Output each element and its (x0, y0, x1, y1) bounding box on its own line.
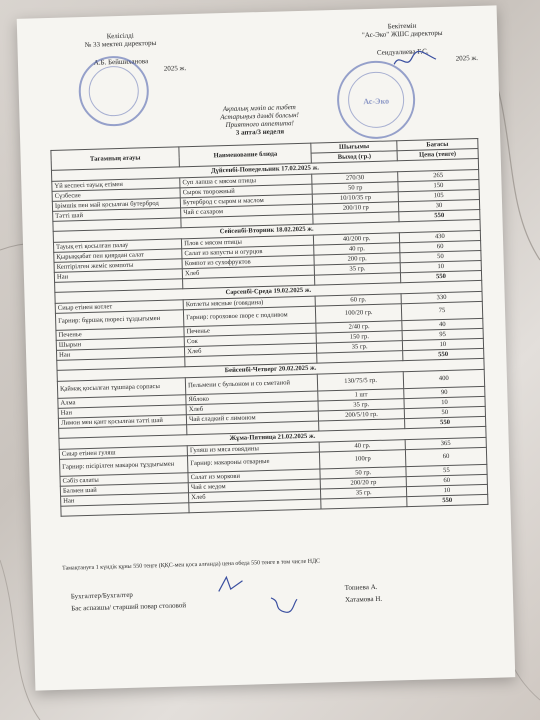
approval-right-line1: Бекітемін (387, 21, 417, 31)
dish-output: 40 гр. (320, 440, 406, 452)
dish-price: 30 (398, 199, 479, 211)
greeting-line1: Ақпалық мәзіп ас тәбет (222, 103, 296, 114)
col-header-price-ru: Цена (тенге) (397, 149, 478, 161)
dish-ru: Гарнир: макароны отварные (188, 452, 321, 473)
day-title: Сейсенбі-Вторник 18.02.2025 ж. (53, 219, 480, 242)
accountant-label: Бухгалтер/Бухгалтер (70, 590, 133, 601)
day-title: Дүйсенбі-Понедельник 17.02.2025 ж. (51, 158, 478, 181)
dish-kz: Нан (61, 493, 189, 507)
dish-output: 150 гр. (317, 331, 403, 343)
dish-kz: Алма (58, 395, 186, 409)
dish-ru: Пельмени с бульоном и со сметаной (185, 374, 318, 395)
dish-price: 50 (400, 250, 481, 262)
dish-ru: Компот из сухофруктов (182, 255, 315, 269)
dish-kz: Сәбіз салаты (60, 473, 188, 487)
approval-right-line3: Сеидуалиева Г.С. (376, 47, 429, 57)
dish-kz: Сүзбесие (52, 188, 180, 202)
dish-kz: Үй кеспесі тауық етімен (52, 178, 180, 192)
dish-output: 50 гр. (320, 467, 406, 479)
col-header-kz: Тағамның атауы (51, 147, 180, 171)
dish-output: 35 гр. (321, 487, 407, 499)
dish-output: 100/20 гр. (316, 304, 402, 323)
dish-ru: Гуляш из мяса говядины (187, 442, 320, 456)
dish-kz: Тауық еті қосылған палау (53, 239, 181, 253)
dish-output: 200/10 гр (313, 202, 399, 214)
dish-output: 200/5/10 гр. (319, 409, 405, 421)
dish-output: 35 гр. (315, 263, 401, 275)
dish-output: 130/75/5 гр. (318, 372, 404, 391)
dish-price: 330 (401, 291, 482, 303)
dish-price: 10 (400, 260, 481, 272)
chef-signature (263, 593, 304, 616)
greeting-line2: Астарыңыз дәмді болсын! (220, 111, 299, 122)
dish-kz: Ірімшік пен май қосылған бутерброд (52, 198, 180, 212)
dish-ru: Котлеты мясные (говядина) (183, 296, 316, 310)
day-title: Бейсенбі-Четверг 20.02.2025 ж. (57, 358, 484, 381)
dish-kz: Шырын (56, 337, 184, 351)
accountant-name: Топиева А. (344, 582, 378, 592)
dish-ru: Чай сладкий с лимоном (186, 411, 319, 425)
approval-left-line3: А.Б. Бейшиханова (93, 57, 149, 67)
dish-price: 40 (402, 318, 483, 330)
dish-price: 90 (404, 386, 485, 398)
dish-ru: Яблоко (186, 391, 319, 405)
approval-right-line4: 2025 ж. (455, 54, 479, 63)
dish-output: 1 шт (318, 389, 404, 401)
dish-ru: Салат из моркови (188, 469, 321, 483)
dish-kz: Балмен шай (60, 483, 188, 497)
empty-cell (61, 503, 189, 517)
dish-price: 60 (405, 447, 487, 466)
dish-output: 35 гр. (317, 341, 403, 353)
dish-kz: Сиыр етінен гуляш (59, 446, 187, 460)
menu-body (51, 158, 487, 516)
dish-ru: Плов с мясом птицы (182, 235, 315, 249)
dish-price: 105 (398, 189, 479, 201)
approval-left-line1: Келісілді (106, 31, 134, 41)
dish-kz: Нан (54, 269, 182, 283)
dish-ru: Хлеб (186, 401, 319, 415)
day-title: Жұма-Пятница 21.02.2025 ж. (59, 426, 486, 449)
dish-ru: Хлеб (182, 265, 315, 279)
day-title: Сәрсенбі-Среда 19.02.2025 ж. (55, 280, 482, 303)
company-stamp-text: Ас-Эко (363, 96, 390, 107)
dish-price: 10 (402, 338, 483, 350)
day-total: 550 (399, 209, 480, 221)
dish-kz: Нан (58, 405, 186, 419)
price-note: Тамақтануға 1 күндік құны 550 теңге (ҚҚС-мен қоса алғанда) цена обеда 550 тенге в том числе НДС (62, 558, 321, 572)
dish-ru: Бутерброд с сыром и маслом (180, 194, 313, 208)
greeting-line3: Приятного аппетита! (225, 119, 295, 130)
dish-price: 10 (406, 484, 487, 496)
dish-kz: Лимон мен қант қосылған тәтті шай (58, 415, 186, 429)
empty-cell (321, 497, 407, 509)
dish-kz: Сиыр етінен котлет (55, 300, 183, 314)
menu-table (50, 138, 488, 517)
dish-ru: Гарнир: гороховое пюре с подливом (183, 306, 316, 327)
menu-sheet (17, 5, 516, 690)
chef-name: Хатамова Н. (344, 594, 383, 604)
dish-kz: Тәтті шай (53, 208, 181, 222)
dish-kz: Нан (56, 347, 184, 361)
dish-output: 60 гр. (316, 294, 402, 306)
dish-output: 200/20 гр (321, 477, 407, 489)
dish-kz: Кептірілген жеміс компоты (54, 259, 182, 273)
dish-price: 400 (403, 369, 485, 388)
dish-price: 50 (404, 406, 485, 418)
dish-output: 200 гр. (314, 253, 400, 265)
director-signature (390, 47, 441, 72)
dish-output: 35 гр. (318, 399, 404, 411)
dish-ru: Печенье (184, 323, 317, 337)
dish-price: 430 (399, 230, 480, 242)
dish-ru: Чай с медом (188, 479, 321, 493)
dish-ru: Хлеб (189, 489, 322, 503)
dish-price: 60 (406, 474, 487, 486)
dish-price: 60 (399, 240, 480, 252)
dish-kz: Қырыққабат пен қиярдан салат (54, 249, 182, 263)
dish-ru: Салат из капусты и огурцов (182, 245, 315, 259)
dish-ru: Хлеб (185, 343, 318, 357)
dish-ru: Сырок творожный (180, 184, 313, 198)
dish-price: 150 (398, 179, 479, 191)
day-total: 550 (400, 270, 481, 282)
dish-output: 10/10/35 гр (313, 192, 399, 204)
day-total: 550 (402, 348, 483, 360)
dish-price: 95 (402, 328, 483, 340)
dish-price: 55 (406, 464, 487, 476)
dish-price: 265 (397, 169, 478, 181)
approval-right-line2: "Ас-Эко" ЖШС директоры (361, 28, 443, 40)
dish-ru: Суп лапша с мясом птицы (180, 174, 313, 188)
approval-left-line4: 2025 ж. (163, 64, 187, 73)
day-total: 550 (404, 416, 485, 428)
dish-kz: Печенье (56, 327, 184, 341)
dish-kz: Қаймақ қосылған тұшпара сорпасы (57, 378, 186, 399)
dish-ru: Чай с сахаром (181, 204, 314, 218)
col-header-out-ru: Выход (гр.) (312, 151, 398, 163)
dish-output: 50 гр (312, 182, 398, 194)
approval-left-line2: № 33 мектеп директоры (84, 38, 157, 49)
dish-kz: Гарнир: пісірілген макарон тұздығымен (60, 456, 189, 477)
col-header-out-kz: Шығымы (311, 141, 397, 153)
dish-output: 2/40 гр. (316, 321, 402, 333)
dish-kz: Гарнир: бұршақ пюресі тұздығымен (55, 310, 184, 331)
dish-output: 100гр (320, 450, 406, 469)
col-header-ru: Наименование блюда (179, 143, 312, 167)
dish-output: 40/200 гр. (314, 233, 400, 245)
dish-output: 40 гр. (314, 243, 400, 255)
day-total: 550 (407, 494, 488, 506)
dish-output: 270/30 (312, 172, 398, 184)
chef-label: Бас аспазшы/ старший повар столовой (71, 601, 187, 613)
dish-ru: Сок (184, 333, 317, 347)
dish-price: 365 (405, 437, 486, 449)
dish-price: 75 (401, 301, 483, 320)
dish-price: 10 (404, 396, 485, 408)
week-label: 3 апта/3 неделя (235, 127, 285, 137)
accountant-signature (212, 572, 253, 595)
col-header-price-kz: Бағасы (397, 139, 478, 151)
